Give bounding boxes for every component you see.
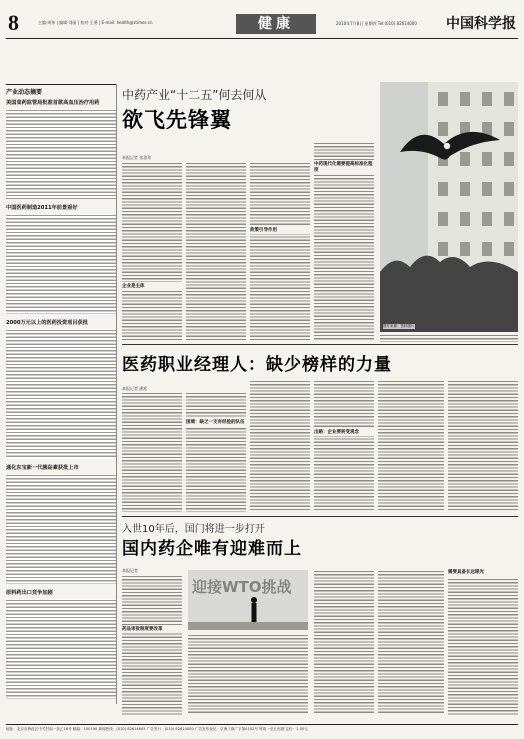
sidebar-item-body: [6, 599, 116, 699]
article1-column: [250, 162, 310, 340]
sidebar-item-title: 通化东宝新一代胰岛素获批上市: [6, 465, 79, 471]
article2-column: [378, 380, 444, 512]
article3-photo: [188, 570, 308, 630]
article1-column: [380, 334, 518, 342]
article3-column: [314, 570, 374, 715]
article2-headline: 医药职业经理人：缺少榜样的力量: [122, 355, 392, 375]
article2-column: [314, 380, 374, 512]
article1-subhead: 企业是主体: [122, 282, 182, 290]
article1-byline: 本报记者 张思玮: [122, 155, 152, 160]
wto-photo-text: 迎接WTO挑战: [192, 578, 292, 596]
article3-column: [378, 570, 444, 715]
article3-column: [188, 634, 308, 715]
article2-subhead: 困境：缺乏一支有经验的队伍: [186, 420, 245, 425]
article1-photo: [380, 82, 518, 332]
sidebar: [6, 84, 117, 704]
article2-subhead: 出路：企业要转变观念: [314, 428, 374, 436]
article3-byline: 本报记者: [122, 568, 138, 573]
section-title: 健康: [236, 14, 316, 34]
sidebar-item-body: [6, 329, 116, 459]
sidebar-item-title: 中国医药制造2011年前景看好: [6, 205, 78, 211]
page-number: 8: [8, 10, 19, 35]
article1-subhead: 政策引导作用: [250, 226, 310, 234]
article1-quote-title: 中药现代化需要提高标准化程度: [314, 162, 373, 173]
article3-column: [122, 575, 182, 715]
article2-byline: 本报记者 潘希: [122, 386, 148, 391]
page-header: [6, 12, 518, 39]
article3-column: [448, 578, 518, 715]
sidebar-item-body: [6, 474, 116, 584]
article1-column: [186, 162, 246, 340]
sidebar-item: [6, 320, 116, 459]
article3-subhead: 药品审批制度要改革: [122, 625, 182, 633]
sidebar-heading: 产业动态摘要: [6, 84, 116, 96]
article3-headline: 国内药企唯有迎难而上: [122, 539, 302, 559]
article3-subhead: 需要具备长远眼光: [448, 568, 518, 576]
divider: [122, 516, 518, 517]
divider: [122, 344, 518, 345]
sidebar-item-body: [6, 214, 116, 314]
sidebar-item: [6, 590, 116, 699]
article2-column: [448, 380, 518, 512]
sidebar-item: [6, 465, 116, 584]
article2-column: [186, 392, 246, 512]
sidebar-item-title: 原料药出口竞争加剧: [6, 590, 53, 596]
sidebar-item: [6, 100, 116, 199]
masthead: 中国科学报: [446, 16, 516, 32]
article1-column: [122, 162, 182, 340]
article2-column: [122, 392, 182, 512]
article2-column: [250, 380, 310, 512]
sidebar-item: [6, 205, 116, 314]
article1-headline: 欲飞先锋翼: [122, 108, 232, 132]
editor-info: 主编·周伟 | 编辑·刘丽 | 校对·王勇 | E-mail: health@stimes.cn: [38, 20, 153, 25]
page-footer: 地址：北京市海淀区中关村南一条乙16号 邮编：100190 新闻热线：(010) 82614605 广告发行：(010) 82614000 广告发布登记：京海工商广字第0102号 每周一至五出版 定价：1.00元: [6, 724, 518, 732]
photo-caption: 图片来源：资料图片: [383, 324, 415, 328]
sidebar-item-body: [6, 109, 116, 199]
article3-kicker: 入世10年后，国门将进一步打开: [122, 524, 265, 535]
bird-image: [380, 82, 518, 332]
article1-kicker: 中药产业“十二五”何去何从: [122, 88, 267, 102]
sidebar-item-title: 美国食药监管局批准首款高血压治疗用药: [6, 100, 100, 106]
sidebar-item-title: 2000万元以上的医药投资项目获批: [6, 320, 88, 326]
date-info: 2010年7月8日 星期四 Tel:(010) 82614000: [336, 21, 417, 26]
